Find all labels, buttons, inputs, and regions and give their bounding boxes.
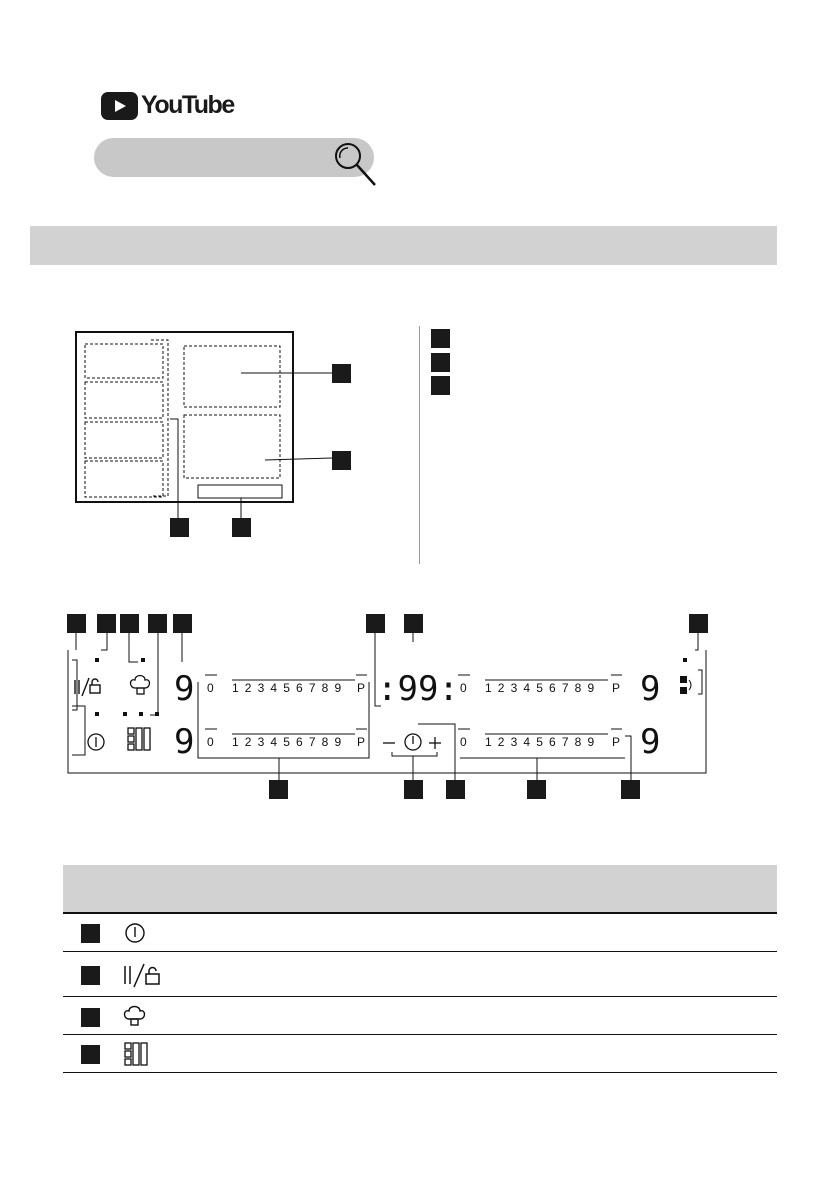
panel-marker-5 bbox=[173, 614, 192, 633]
scale-row-2-right bbox=[458, 729, 622, 749]
cooktop-diagram bbox=[60, 320, 370, 545]
svg-text:0: 0 bbox=[207, 681, 214, 695]
table-header-rule bbox=[63, 912, 777, 914]
table-row-rule bbox=[63, 996, 777, 997]
svg-text:P: P bbox=[357, 735, 366, 749]
vertical-divider bbox=[419, 326, 420, 564]
pause-lock-icon bbox=[75, 678, 100, 696]
legend-marker-2 bbox=[431, 353, 450, 372]
right-cooking-zones bbox=[184, 346, 280, 478]
flex-zone-left bbox=[85, 340, 168, 497]
chef-hat-icon bbox=[122, 1004, 148, 1030]
panel-marker-11 bbox=[446, 780, 465, 799]
control-panel-outline bbox=[198, 485, 282, 498]
youtube-logo[interactable] bbox=[101, 91, 234, 122]
scale-row-2-left bbox=[205, 729, 367, 749]
chef-hat-icon bbox=[131, 676, 150, 695]
pause-lock-icon bbox=[122, 962, 166, 990]
svg-text:P: P bbox=[612, 681, 621, 695]
panel-marker-9 bbox=[269, 780, 288, 799]
table-row-rule bbox=[63, 1034, 777, 1035]
marker-1 bbox=[332, 364, 351, 383]
panel-marker-10 bbox=[404, 780, 423, 799]
svg-text:0: 0 bbox=[207, 735, 214, 749]
control-panel-diagram bbox=[55, 610, 725, 805]
marker-3 bbox=[170, 518, 189, 537]
panel-marker-8 bbox=[689, 614, 708, 633]
zones-icon bbox=[122, 1041, 150, 1067]
panel-marker-13 bbox=[621, 780, 640, 799]
timer-plus-button bbox=[429, 737, 441, 749]
zone-digit-2: 9 bbox=[174, 722, 195, 762]
power-icon bbox=[122, 920, 148, 946]
table-row-rule bbox=[63, 951, 777, 952]
svg-text:1 2 3 4 5 6 7 8 9: 1 2 3 4 5 6 7 8 9 bbox=[232, 681, 343, 695]
panel-marker-4 bbox=[148, 614, 167, 633]
table-row-marker-4 bbox=[81, 1045, 100, 1064]
panel-marker-2 bbox=[97, 614, 116, 633]
panel-marker-6 bbox=[366, 614, 385, 633]
table-row-marker-2 bbox=[81, 966, 100, 985]
zone-digit-4: 9 bbox=[640, 722, 661, 762]
zone-digit-1: 9 bbox=[174, 669, 195, 709]
legend-marker-1 bbox=[431, 329, 450, 348]
svg-text:0: 0 bbox=[460, 681, 467, 695]
scale-row-1-right bbox=[458, 675, 622, 695]
svg-text:1 2 3 4 5 6 7 8 9: 1 2 3 4 5 6 7 8 9 bbox=[232, 735, 343, 749]
timer-display: :99: bbox=[377, 669, 459, 709]
table-row-rule bbox=[63, 1072, 777, 1073]
search-icon[interactable] bbox=[330, 138, 382, 190]
youtube-play-icon bbox=[101, 92, 138, 120]
panel-marker-1 bbox=[67, 614, 86, 633]
zone-digit-3: 9 bbox=[640, 669, 661, 709]
svg-text:1 2 3 4 5 6 7 8 9: 1 2 3 4 5 6 7 8 9 bbox=[485, 681, 596, 695]
section-banner bbox=[30, 226, 777, 265]
table-header bbox=[63, 865, 777, 913]
timer-power-icon bbox=[405, 734, 421, 750]
panel-marker-12 bbox=[527, 780, 546, 799]
svg-text:1 2 3 4 5 6 7 8 9: 1 2 3 4 5 6 7 8 9 bbox=[485, 735, 596, 749]
power-icon bbox=[88, 734, 104, 750]
table-row-marker-1 bbox=[81, 924, 100, 943]
scale-row-1-left bbox=[205, 675, 367, 695]
svg-text:0: 0 bbox=[460, 735, 467, 749]
svg-text:P: P bbox=[612, 735, 621, 749]
panel-marker-7 bbox=[404, 614, 423, 633]
table-row-marker-3 bbox=[81, 1008, 100, 1027]
panel-marker-3 bbox=[120, 614, 139, 633]
marker-4 bbox=[232, 518, 251, 537]
svg-text:P: P bbox=[357, 681, 366, 695]
zones-icon bbox=[128, 728, 150, 750]
marker-2 bbox=[332, 451, 351, 470]
legend-marker-3 bbox=[431, 376, 450, 395]
youtube-wordmark: YouTube bbox=[141, 91, 234, 119]
